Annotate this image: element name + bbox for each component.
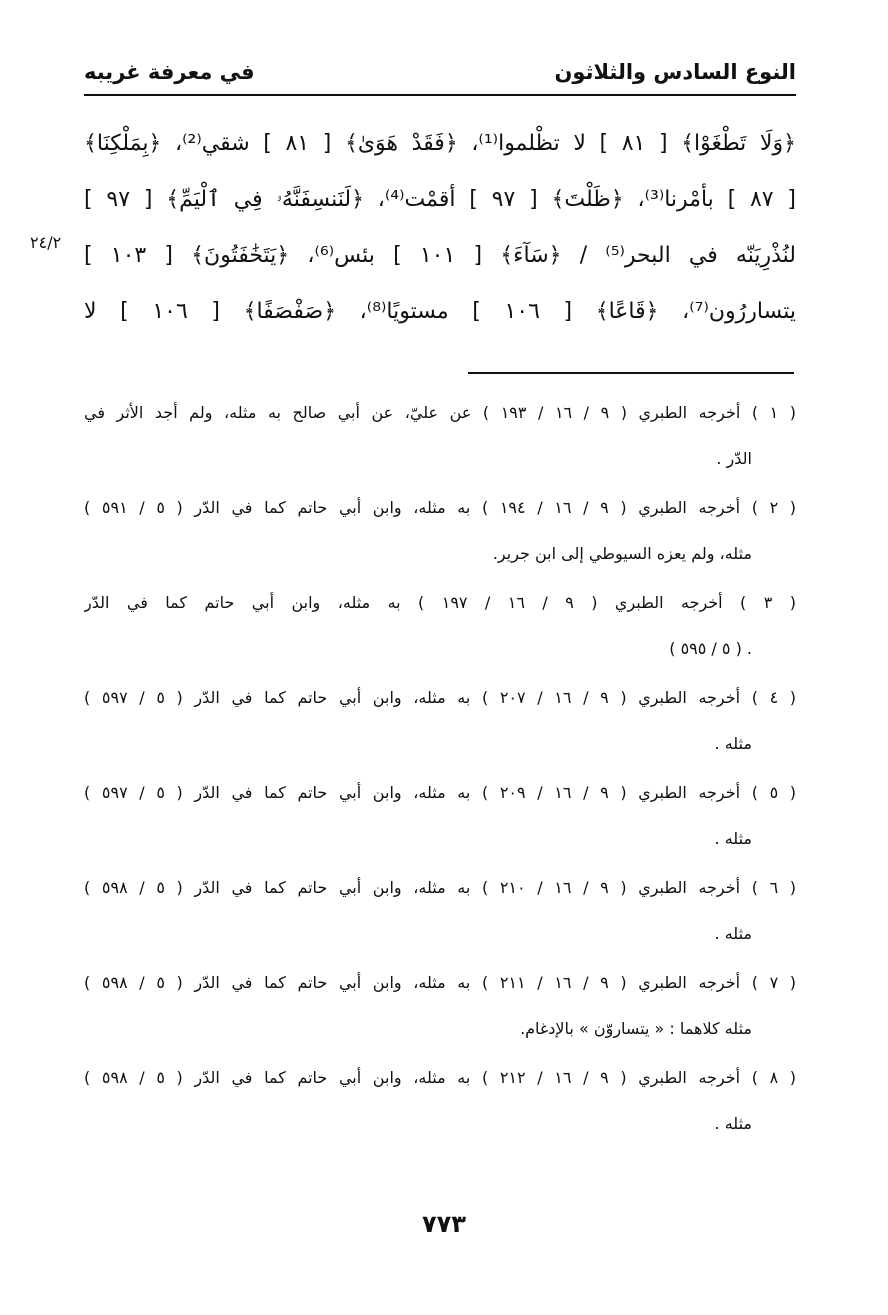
footnote-8	[84, 1055, 796, 1147]
footnote-continuation: مثله، ولم يعزه السيوطي إلى ابن جرير.	[492, 544, 752, 563]
footnote-continuation: مثله .	[714, 1114, 752, 1133]
footnotes	[84, 390, 796, 1150]
page-number: ٧٧٣	[422, 1210, 466, 1238]
footnote-text: ( ٦ ) أخرجه الطبري ( ٩ / ١٦ / ٢١٠ ) به مثله، وابن أبي حاتم كما في الدّر ( ٥ / ٥٩٨ )	[84, 878, 796, 897]
body-line: ﴿وَلَا تَطْغَوْا﴾ [ ٨١ ] لا تظْلموا⁽¹⁾، ﴿فَقَدْ هَوَىٰ﴾ [ ٨١ ] شقي⁽²⁾، ﴿بِمَلْكِنَا﴾	[84, 131, 796, 156]
body-line: لنُذْرِيَنّه في البحر⁽⁵⁾ / ﴿سَآءَ﴾ [ ١٠١ ] بئس⁽⁶⁾، ﴿يَتَخَٰفَتُونَ﴾ [ ١٠٣ ]	[84, 243, 796, 268]
body-line: يتساررُون⁽⁷⁾، ﴿قَاعًا﴾ [ ١٠٦ ] مستويًا⁽⁸⁾، ﴿صَفْصَفًا﴾ [ ١٠٦ ] لا	[84, 299, 796, 324]
footnote-text: ( ٤ ) أخرجه الطبري ( ٩ / ١٦ / ٢٠٧ ) به مثله، وابن أبي حاتم كما في الدّر ( ٥ / ٥٩٧ )	[84, 688, 796, 707]
footnote-1	[84, 390, 796, 482]
manuscript-folio-note: ٢٤/٢	[30, 233, 62, 252]
footnote-4	[84, 675, 796, 767]
footnote-continuation: مثله كلاهما : « يتساروّن » بالإدغام.	[520, 1019, 752, 1038]
chapter-title: النوع السادس والثلاثون	[554, 60, 796, 84]
footnote-text: ( ٨ ) أخرجه الطبري ( ٩ / ١٦ / ٢١٢ ) به مثله، وابن أبي حاتم كما في الدّر ( ٥ / ٥٩٨ )	[84, 1068, 796, 1087]
footnote-continuation: الدّر .	[716, 449, 752, 468]
footnote-2	[84, 485, 796, 577]
footnote-text: ( ٧ ) أخرجه الطبري ( ٩ / ١٦ / ٢١١ ) به مثله، وابن أبي حاتم كما في الدّر ( ٥ / ٥٩٨ )	[84, 973, 796, 992]
footnote-6	[84, 865, 796, 957]
footnote-continuation: مثله .	[714, 829, 752, 848]
footnote-5	[84, 770, 796, 862]
footnote-continuation: مثله .	[714, 924, 752, 943]
footnote-text: ( ٢ ) أخرجه الطبري ( ٩ / ١٦ / ١٩٤ ) به مثله، وابن أبي حاتم كما في الدّر ( ٥ / ٥٩١ )	[84, 498, 796, 517]
footnote-text: ( ١ ) أخرجه الطبري ( ٩ / ١٦ / ١٩٣ ) عن عليّ، عن أبي صالح به مثله، ولم أجد الأثر في	[84, 403, 796, 422]
running-header	[84, 52, 796, 92]
footnote-text: ( ٥ ) أخرجه الطبري ( ٩ / ١٦ / ٢٠٩ ) به مثله، وابن أبي حاتم كما في الدّر ( ٥ / ٥٩٧ )	[84, 783, 796, 802]
footnote-continuation: . ( ٥ / ٥٩٥ )	[669, 639, 752, 658]
footnote-7	[84, 960, 796, 1052]
section-title: في معرفة غريبه	[84, 60, 255, 84]
footnote-text: ( ٣ ) أخرجه الطبري ( ٩ / ١٦ / ١٩٧ ) به مثله، وابن أبي حاتم كما في الدّر	[84, 593, 796, 612]
header-divider	[84, 94, 796, 96]
body-line: [ ٨٧ ] بأمْرنا⁽³⁾، ﴿ظَلْتَ﴾ [ ٩٧ ] أقمْت⁽⁴⁾، ﴿لَنَنسِفَنَّهُۥ فِي ٱلْيَمِّ﴾ [ ٩٧ ]	[84, 187, 796, 212]
footnote-3	[84, 580, 796, 672]
footnote-continuation: مثله .	[714, 734, 752, 753]
footnote-divider	[468, 372, 794, 374]
main-text	[84, 116, 796, 340]
